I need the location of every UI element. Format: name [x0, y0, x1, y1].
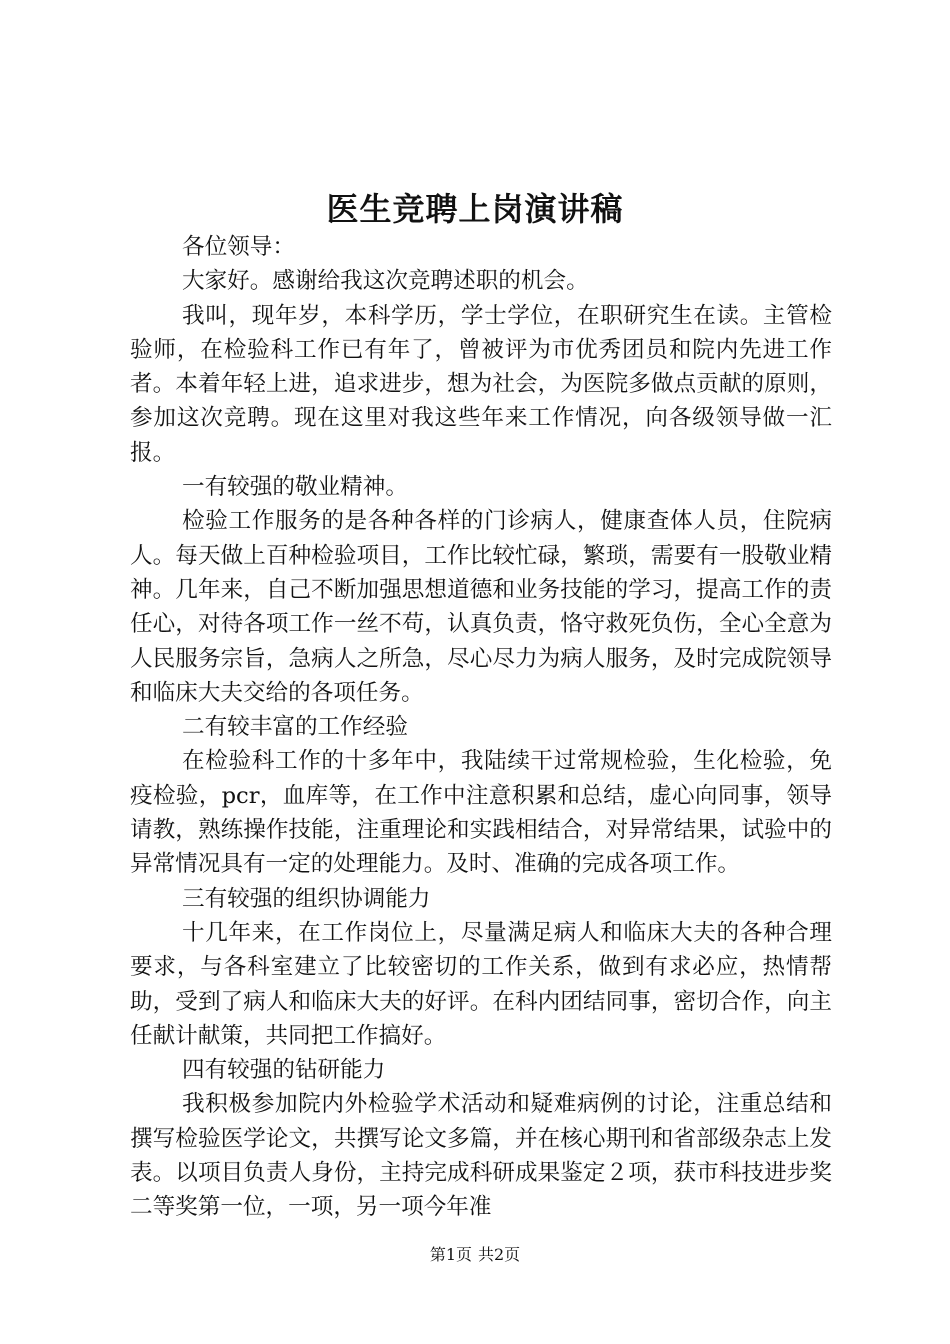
page-number: 第1页 — [429, 1245, 472, 1264]
document-body — [130, 230, 832, 1225]
page-footer — [0, 1243, 950, 1267]
section-paragraph-4: 我积极参加院内外检验学术活动和疑难病例的讨论，注重总结和撰写检验医学论文，共撰写论文多篇，并在核心期刊和省部级杂志上发表。以项目负责人身份，主持完成科研成果鉴定２项，获市科技进步奖二等奖第一位，一项，另一项今年准 — [130, 1091, 832, 1221]
section-heading-3: 三有较强的组织协调能力 — [182, 885, 431, 912]
intro-paragraph: 我叫，现年岁，本科学历，学士学位，在职研究生在读。主管检验师，在检验科工作已有年了，曾被评为市优秀团员和院内先进工作者。本着年轻上进，追求进步，想为社会，为医院多做点贡献的原则，参加这次竞聘。现在这里对我这些年来工作情况，向各级领导做一汇报。 — [130, 302, 832, 466]
section-paragraph-2: 在检验科工作的十多年中，我陆续干过常规检验，生化检验，免疫检验，pcr，血库等，在工作中注意积累和总结，虚心向同事，领导请教，熟练操作技能，注重理论和实践相结合，对异常结果，试验中的异常情况具有一定的处理能力。及时、准确的完成各项工作。 — [130, 748, 832, 878]
section-heading-2: 二有较丰富的工作经验 — [182, 714, 408, 741]
salutation: 各位领导： — [182, 234, 295, 260]
document-title: 医生竞聘上岗演讲稿 — [326, 190, 624, 228]
section-heading-1: 一有较强的敬业精神。 — [182, 474, 408, 501]
section-heading-4: 四有较强的钻研能力 — [182, 1057, 386, 1084]
section-paragraph-1: 检验工作服务的是各种各样的门诊病人，健康查体人员，住院病人。每天做上百种检验项目，工作比较忙碌，繁琐，需要有一股敬业精神。几年来，自己不断加强思想道德和业务技能的学习，提高工作的责任心，对待各项工作一丝不苟，认真负责，恪守救死负伤，全心全意为人民服务宗旨，急病人之所急，尽心尽力为病人服务，及时完成院领导和临床大夫交给的各项任务。 — [130, 508, 832, 706]
section-paragraph-3: 十几年来，在工作岗位上，尽量满足病人和临床大夫的各种合理要求，与各科室建立了比较密切的工作关系，做到有求必应，热情帮助，受到了病人和临床大夫的好评。在科内团结同事，密切合作，向主任献计献策，共同把工作搞好。 — [130, 919, 832, 1049]
greeting-paragraph: 大家好。感谢给我这次竞聘述职的机会。 — [182, 268, 589, 295]
page-total: 共2页 — [478, 1245, 521, 1264]
